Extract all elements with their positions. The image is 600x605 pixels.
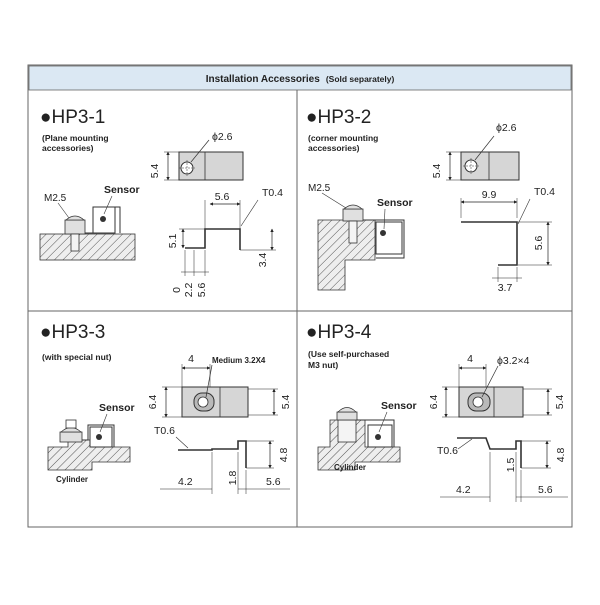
- sensor-label: Sensor: [377, 197, 413, 209]
- dim-rise: 4.8: [278, 447, 290, 463]
- dim-base-2: 5.6: [196, 282, 208, 298]
- model-title: ●HP3-4: [306, 322, 372, 343]
- dim-top-width: 4: [467, 353, 473, 365]
- dim-thickness: T0.6: [437, 445, 459, 457]
- dim-rise: 5.6: [533, 235, 545, 251]
- model-title: ●HP3-2: [306, 107, 372, 128]
- model-title: ●HP3-1: [40, 107, 106, 128]
- dim-thickness: T0.4: [262, 187, 284, 199]
- dim-mid: 1.8: [227, 470, 239, 486]
- sensor-label: Sensor: [381, 400, 417, 412]
- note-line-2: accessories): [308, 143, 360, 153]
- screw-label: M2.5: [44, 193, 67, 204]
- dim-plate-height: 6.4: [147, 394, 159, 410]
- dim-mid: 1.5: [505, 457, 517, 473]
- dim-plate-height: 5.4: [149, 163, 161, 179]
- hole-label: ϕ3.2×4: [497, 355, 530, 367]
- sensor-label: Sensor: [104, 184, 140, 196]
- note-line-2: accessories): [42, 143, 94, 153]
- dim-foot: 3.7: [497, 282, 513, 294]
- hole-label: ϕ2.6: [496, 122, 517, 134]
- dim-plate-height: 6.4: [428, 394, 440, 410]
- hole-label: Medium 3.2X4: [212, 356, 266, 365]
- dim-top-width: 4: [188, 353, 194, 365]
- dim-right-height: 5.4: [280, 394, 292, 410]
- note-line-1: (corner mounting: [308, 133, 379, 143]
- note-line-1: (with special nut): [42, 352, 112, 362]
- note-line-1: (Use self-purchased: [308, 349, 390, 359]
- cylinder-label: Cylinder: [56, 475, 89, 484]
- hole-label: ϕ2.6: [212, 131, 233, 143]
- dim-left-width: 4.2: [456, 484, 471, 496]
- dim-thickness: T0.6: [154, 425, 176, 437]
- dim-width: 5.6: [214, 191, 230, 203]
- screw-label: M2.5: [308, 183, 331, 194]
- cylinder-label: Cylinder: [334, 463, 367, 472]
- dim-base-0: 0: [171, 287, 183, 293]
- dim-rise: 5.1: [167, 233, 179, 249]
- dim-right-height: 5.4: [554, 394, 566, 410]
- note-line-1: (Plane mounting: [42, 133, 109, 143]
- dim-right-width: 5.6: [538, 484, 553, 496]
- model-title: ●HP3-3: [40, 322, 106, 343]
- dim-left-width: 4.2: [178, 476, 193, 488]
- dim-drop: 3.4: [257, 252, 269, 268]
- dim-width: 9.9: [481, 189, 497, 201]
- dim-thickness: T0.4: [534, 186, 556, 198]
- dim-base-1: 2.2: [183, 282, 195, 298]
- sensor-label: Sensor: [99, 402, 135, 414]
- dim-right-width: 5.6: [266, 476, 281, 488]
- note-line-2: M3 nut): [308, 360, 339, 370]
- dim-rise: 4.8: [555, 447, 567, 463]
- dim-plate-height: 5.4: [431, 163, 443, 179]
- header-title: Installation Accessories (Sold separately): [205, 74, 395, 85]
